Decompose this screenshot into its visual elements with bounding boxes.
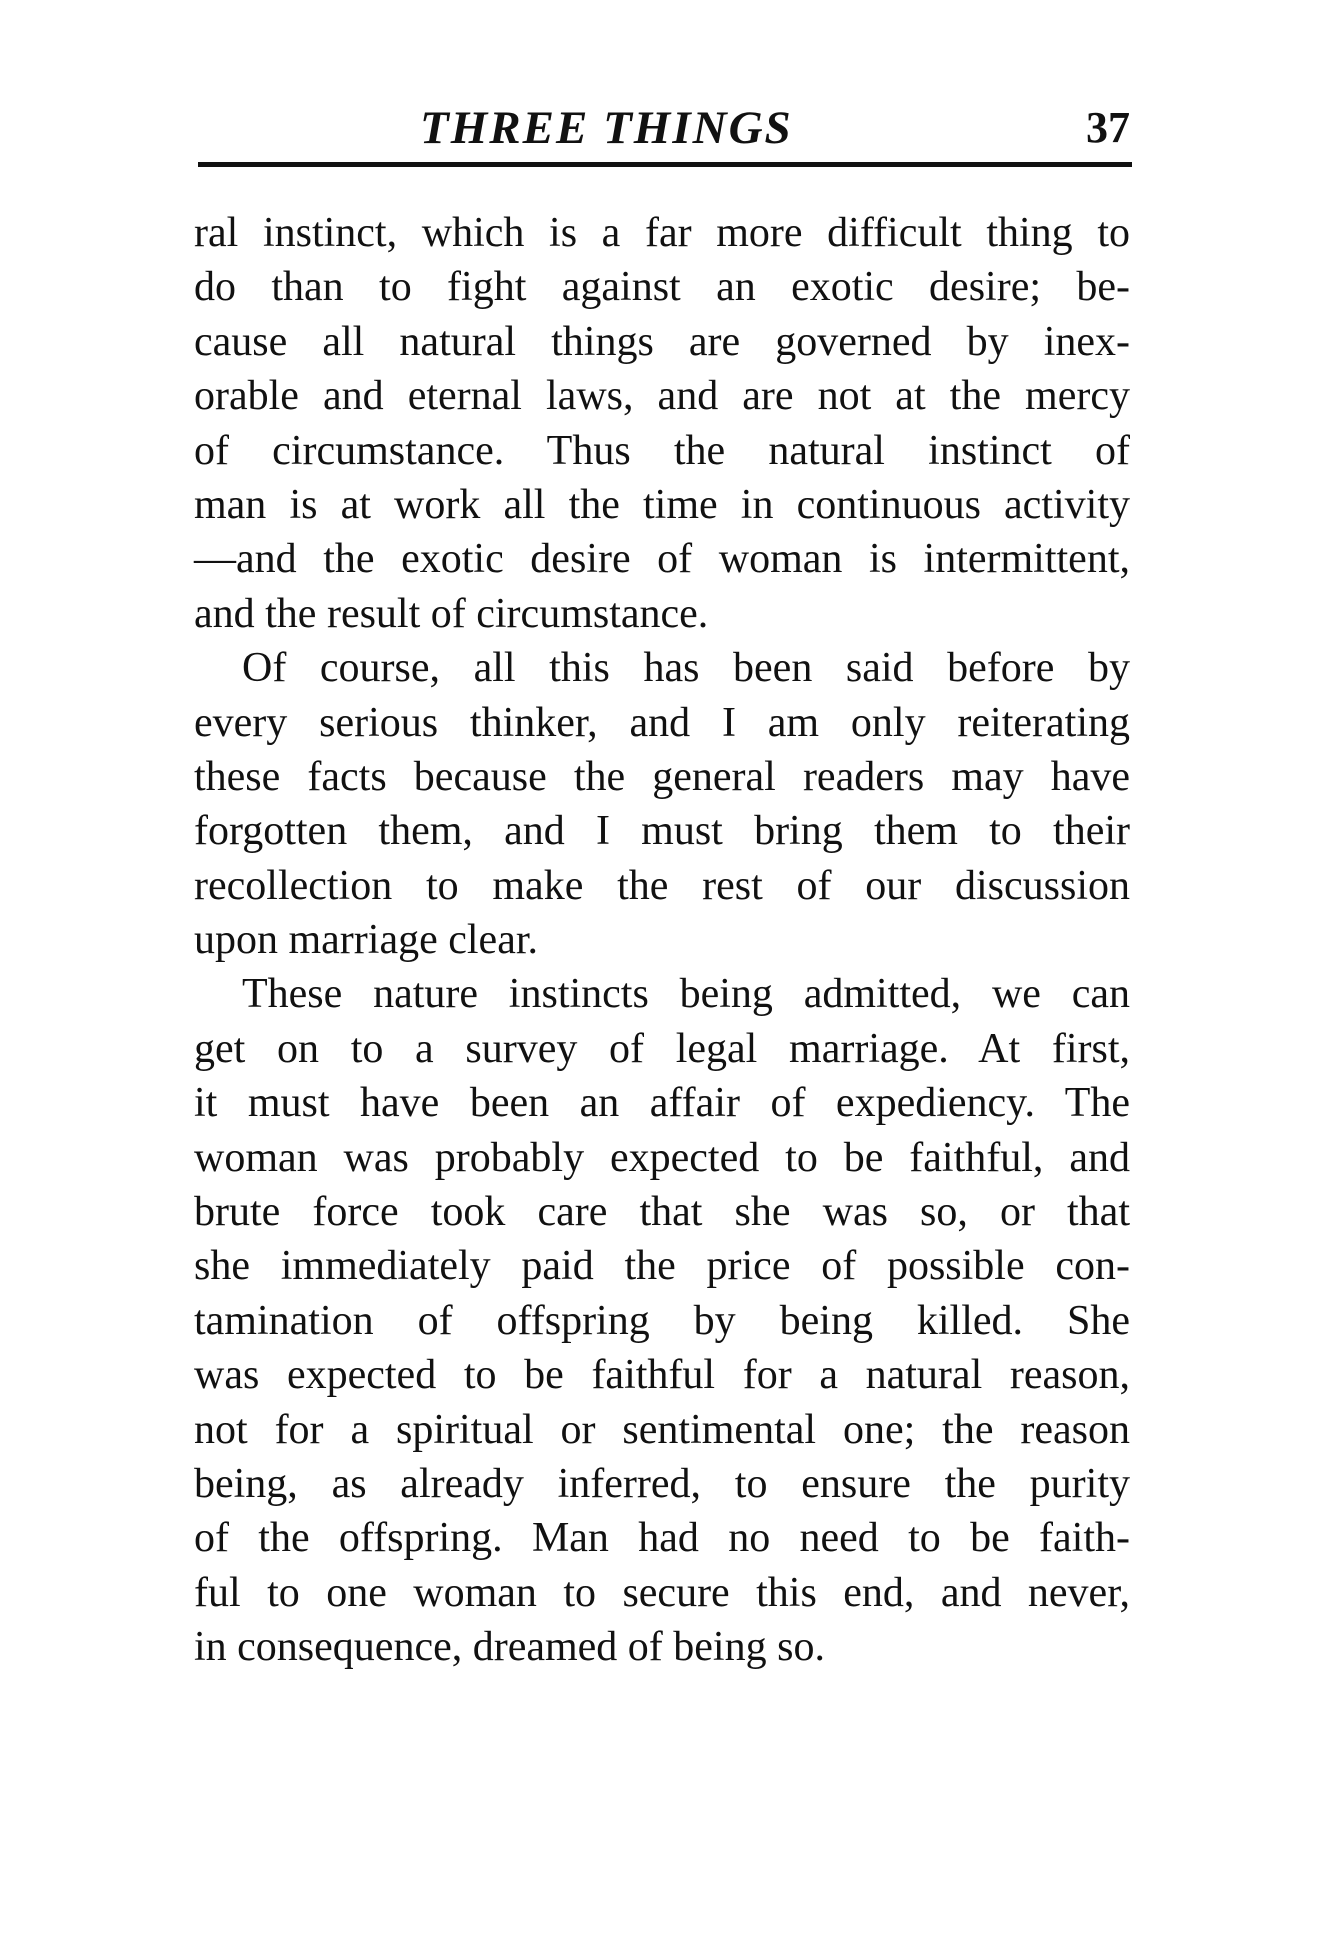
text-line: —and the exotic desire of woman is intermittent, [194, 536, 1130, 583]
text-line: These nature instincts being admitted, we can [242, 971, 1130, 1018]
text-line: orable and eternal laws, and are not at the mercy [194, 373, 1130, 420]
text-line: Of course, all this has been said before by [242, 645, 1130, 692]
text-line: ful to one woman to secure this end, and never, [194, 1569, 1130, 1616]
text-line: forgotten them, and I must bring them to their [194, 808, 1130, 855]
text-line: cause all natural things are governed by inex- [194, 318, 1130, 365]
text-line: recollection to make the rest of our discussion [194, 862, 1130, 909]
text-line: upon marriage clear. [194, 917, 538, 964]
text-line: and the result of circumstance. [194, 590, 709, 637]
text-line: man is at work all the time in continuous activity [194, 481, 1130, 528]
running-head [198, 96, 1130, 160]
text-line: these facts because the general readers may have [194, 753, 1130, 800]
text-line: not for a spiritual or sentimental one; the reason [194, 1406, 1130, 1453]
text-line: woman was probably expected to be faithful, and [194, 1134, 1130, 1181]
text-line: it must have been an affair of expediency. The [194, 1080, 1130, 1127]
text-line: do than to fight against an exotic desire; be- [194, 264, 1130, 311]
text-line: ral instinct, which is a far more difficult thing to [194, 210, 1130, 256]
body-text [194, 206, 1130, 1675]
text-line: in consequence, dreamed of being so. [194, 1624, 825, 1671]
text-line: was expected to be faithful for a natural reason, [194, 1352, 1130, 1399]
text-line: of circumstance. Thus the natural instinct of [194, 427, 1130, 474]
text-line: tamination of offspring by being killed. She [194, 1297, 1130, 1344]
text-line: brute force took care that she was so, or that [194, 1189, 1130, 1236]
text-line: get on to a survey of legal marriage. At first, [194, 1025, 1130, 1072]
running-title: THREE THINGS [420, 102, 793, 154]
page-number: 37 [1086, 103, 1130, 152]
text-line: every serious thinker, and I am only reiterating [194, 699, 1130, 746]
text-line: she immediately paid the price of possible con- [194, 1243, 1130, 1290]
header-rule [198, 162, 1132, 167]
text-line: of the offspring. Man had no need to be faith- [194, 1515, 1130, 1562]
text-line: being, as already inferred, to ensure the purity [194, 1460, 1130, 1507]
